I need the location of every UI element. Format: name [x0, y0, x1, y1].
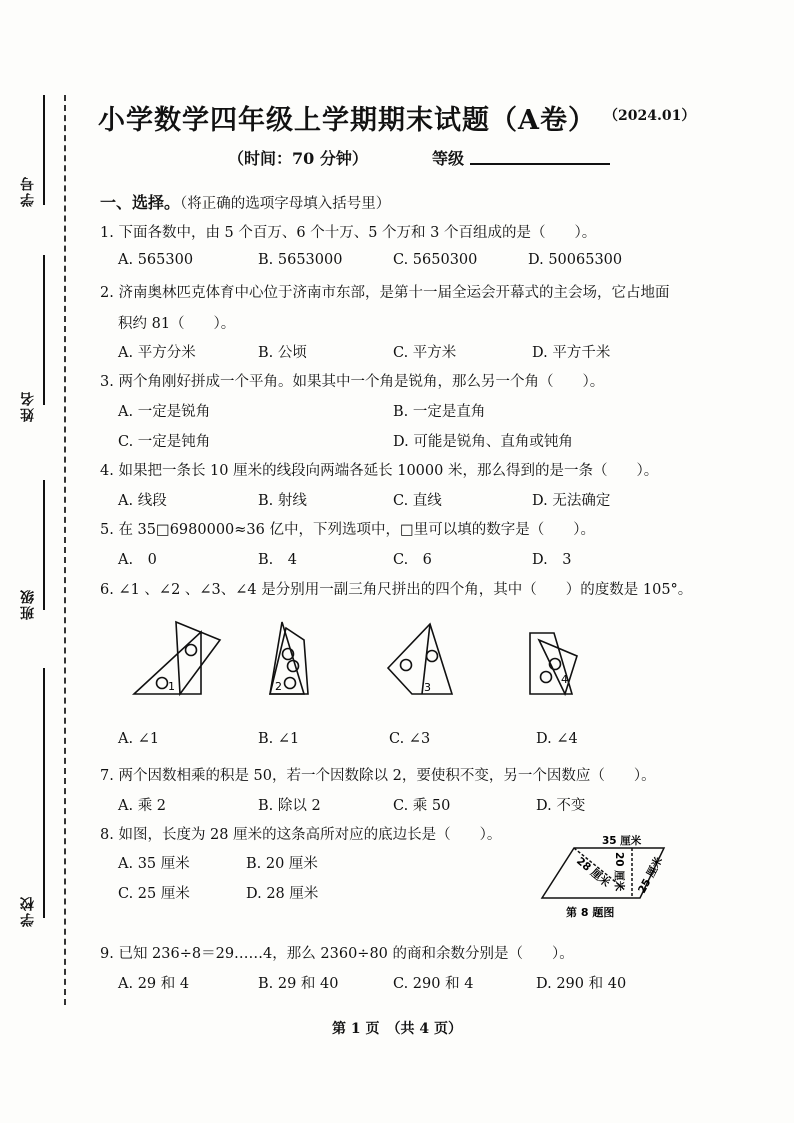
school-label: 学校 — [20, 895, 36, 927]
q8-parallelogram-figure — [530, 826, 710, 921]
q8-option-b[interactable]: B. 20 厘米 — [246, 856, 318, 872]
q8-option-c[interactable]: C. 25 厘米 — [118, 886, 190, 902]
q6-fig3-triangle-a — [388, 624, 452, 694]
q7-option-a[interactable]: A. 乘 2 — [118, 798, 167, 814]
q6-angle-label-3: 3 — [424, 681, 431, 694]
q8-option-a[interactable]: A. 35 厘米 — [118, 856, 190, 872]
grade-label: 等级 — [432, 149, 465, 168]
q6-fig1-circle — [186, 645, 197, 656]
q5-option-c[interactable]: C. 6 — [393, 552, 432, 568]
q2-text-line1: 2. 济南奥林匹克体育中心位于济南市东部，是第十一届全运会开幕式的主会场，它占地面 — [100, 285, 670, 301]
q8-slant-height-label: 28 厘米 — [574, 855, 612, 890]
q6-fig1-circle — [157, 678, 168, 689]
q6-fig1-triangle-b — [176, 622, 220, 694]
q6-fig2-circle — [288, 661, 299, 672]
q3-option-a[interactable]: A. 一定是锐角 — [118, 404, 211, 420]
q6-option-b[interactable]: B. ∠1 — [258, 731, 300, 747]
q9-text: 9. 已知 236÷8＝29……4，那么 2360÷80 的商和余数分别是（ ）。 — [100, 946, 574, 962]
q4-option-b[interactable]: B. 射线 — [258, 493, 307, 509]
q6-fig3-circle — [427, 651, 438, 662]
q6-option-d[interactable]: D. ∠4 — [536, 731, 578, 747]
q4-option-c[interactable]: C. 直线 — [393, 493, 442, 509]
q8-option-d[interactable]: D. 28 厘米 — [246, 886, 319, 902]
name-label: 姓名 — [20, 390, 36, 422]
q4-text: 4. 如果把一条长 10 厘米的线段向两端各延长 10000 米，那么得到的是一条（ ）。 — [100, 463, 659, 479]
q6-fig4-triangle-b — [539, 640, 577, 694]
q4-option-a[interactable]: A. 线段 — [118, 493, 167, 509]
q8-height-label: 20 厘米 — [613, 852, 625, 892]
q6-fig2-circle — [285, 678, 296, 689]
q9-option-a[interactable]: A. 29 和 4 — [118, 976, 190, 992]
q6-fig4-circle — [541, 672, 552, 683]
q1-option-c[interactable]: C. 5650300 — [393, 252, 478, 268]
q9-option-c[interactable]: C. 290 和 4 — [393, 976, 474, 992]
q2-option-c[interactable]: C. 平方米 — [393, 345, 457, 361]
exam-title: 小学数学四年级上学期期末试题（A卷） — [98, 105, 596, 136]
class-label: 班级 — [20, 588, 36, 620]
q2-option-d[interactable]: D. 平方千米 — [532, 345, 611, 361]
exam-date: （2024.01） — [604, 108, 696, 124]
q5-option-d[interactable]: D. 3 — [532, 552, 572, 568]
section-note: （将正确的选项字母填入括号里） — [180, 196, 391, 212]
q7-option-d[interactable]: D. 不变 — [536, 798, 586, 814]
q4-option-d[interactable]: D. 无法确定 — [532, 493, 611, 509]
q1-option-d[interactable]: D. 50065300 — [528, 252, 623, 268]
q8-side-label: 25 厘米 — [636, 855, 666, 896]
q6-angle-label-1: 1 — [168, 680, 175, 693]
q6-angle-label-2: 2 — [275, 680, 282, 693]
q6-option-a[interactable]: A. ∠1 — [118, 731, 160, 747]
q3-text: 3. 两个角刚好拼成一个平角。如果其中一个角是锐角，那么另一个角（ ）。 — [100, 374, 605, 390]
q6-text: 6. ∠1 、∠2 、∠3、∠4 是分别用一副三角尺拼出的四个角，其中（ ）的度数是 105°。 — [100, 582, 693, 598]
section-title: 一、选择。 — [100, 193, 181, 212]
q6-fig3-circle — [401, 660, 412, 671]
q1-option-a[interactable]: A. 565300 — [118, 252, 194, 268]
q3-option-d[interactable]: D. 可能是锐角、直角或钝角 — [393, 434, 573, 450]
q9-option-b[interactable]: B. 29 和 40 — [258, 976, 339, 992]
q6-angle-label-4: 4 — [561, 673, 568, 686]
q6-option-c[interactable]: C. ∠3 — [389, 731, 431, 747]
q7-option-c[interactable]: C. 乘 50 — [393, 798, 451, 814]
q2-option-a[interactable]: A. 平方分米 — [118, 345, 196, 361]
q1-option-b[interactable]: B. 5653000 — [258, 252, 343, 268]
q2-option-b[interactable]: B. 公顷 — [258, 345, 307, 361]
q5-text: 5. 在 35□6980000≈36 亿中，下列选项中，□里可以填的数字是（ ）。 — [100, 522, 595, 538]
q2-text-line2: 积约 81（ ）。 — [118, 316, 236, 332]
page-footer: 第 1 页 （共 4 页） — [332, 1021, 462, 1037]
q7-text: 7. 两个因数相乘的积是 50，若一个因数除以 2，要使积不变，另一个因数应（ ）。 — [100, 768, 656, 784]
q1-text: 1. 下面各数中，由 5 个百万、6 个十万、5 个万和 3 个百组成的是（ ）。 — [100, 225, 597, 241]
exam-time: （时间：70 分钟） — [228, 149, 368, 168]
q3-option-c[interactable]: C. 一定是钝角 — [118, 434, 211, 450]
student-no-label: 学号 — [20, 175, 36, 207]
q8-text: 8. 如图，长度为 28 厘米的这条高所对应的底边长是（ ）。 — [100, 827, 502, 843]
q5-option-b[interactable]: B. 4 — [258, 552, 297, 568]
q3-option-b[interactable]: B. 一定是直角 — [393, 404, 486, 420]
q5-option-a[interactable]: A. 0 — [118, 552, 157, 568]
q7-option-b[interactable]: B. 除以 2 — [258, 798, 321, 814]
q9-option-d[interactable]: D. 290 和 40 — [536, 976, 627, 992]
q8-top-label: 35 厘米 — [602, 835, 642, 847]
q8-figure-caption: 第 8 题图 — [566, 906, 615, 919]
